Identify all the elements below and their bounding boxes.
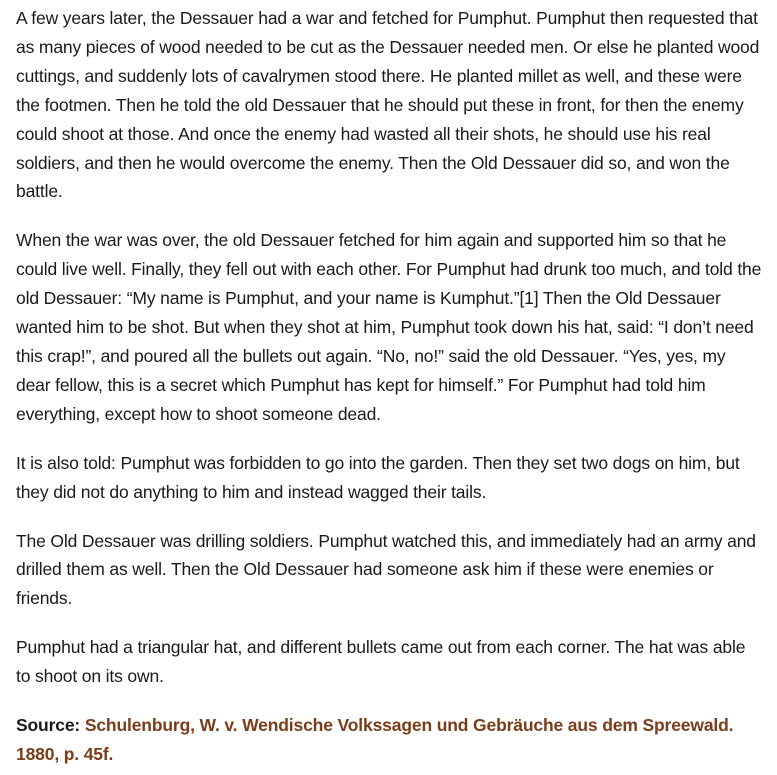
source-citation: [16, 711, 763, 769]
source-label: Source:: [16, 715, 81, 736]
paragraph-triangular-hat: Pumphut had a triangular hat, and different bullets came out from each corner. The hat was able to shoot on its own.: [16, 637, 746, 687]
paragraph-fall-out-and-shooting: When the war was over, the old Dessauer fetched for him again and supported him so that he could live well. Finally, they fell out with each other. For Pumphut had drunk too much, and told the old Dessauer: “My name is Pumphut, and your name is Kumphut.”[1] Then the Old Dessauer wanted him to be shot. But when they shot at him, Pumphut took down his hat, said: “I don’t need this crap!”, and poured all the bullets out again. “No, no!” said the old Dessauer. “Yes, yes, my dear fellow, this is a secret which Pumphut has kept for himself.” For Pumphut had told him everything, except how to shoot someone dead.: [16, 230, 762, 424]
source-link[interactable]: Schulenburg, W. v. Wendische Volkssagen und Gebräuche aus dem Spreewald. 1880, p. 45f.: [16, 715, 734, 764]
paragraph-garden-dogs: It is also told: Pumphut was forbidden to go into the garden. Then they set two dogs on him, but they did not do anything to him and instead wagged their tails.: [16, 452, 740, 502]
paragraph-war-and-wood-soldiers: A few years later, the Dessauer had a war and fetched for Pumphut. Pumphut then requested that as many pieces of wood needed to be cut as the Dessauer needed men. Or else he planted wood cuttings, and suddenly lots of cavalrymen stood there. He planted millet as well, and these were the footmen. Then he told the old Dessauer that he should put these in front, for then the enemy could shoot at those. And once the enemy had wasted all their shots, he should use his real soldiers, and then he would overcome the enemy. Then the Old Dessauer did so, and won the battle.: [16, 8, 760, 202]
paragraph-drilling-soldiers: The Old Dessauer was drilling soldiers. Pumphut watched this, and immediately had an army and drilled them as well. Then the Old Dessauer had someone ask him if these were enemies or friends.: [16, 530, 756, 609]
